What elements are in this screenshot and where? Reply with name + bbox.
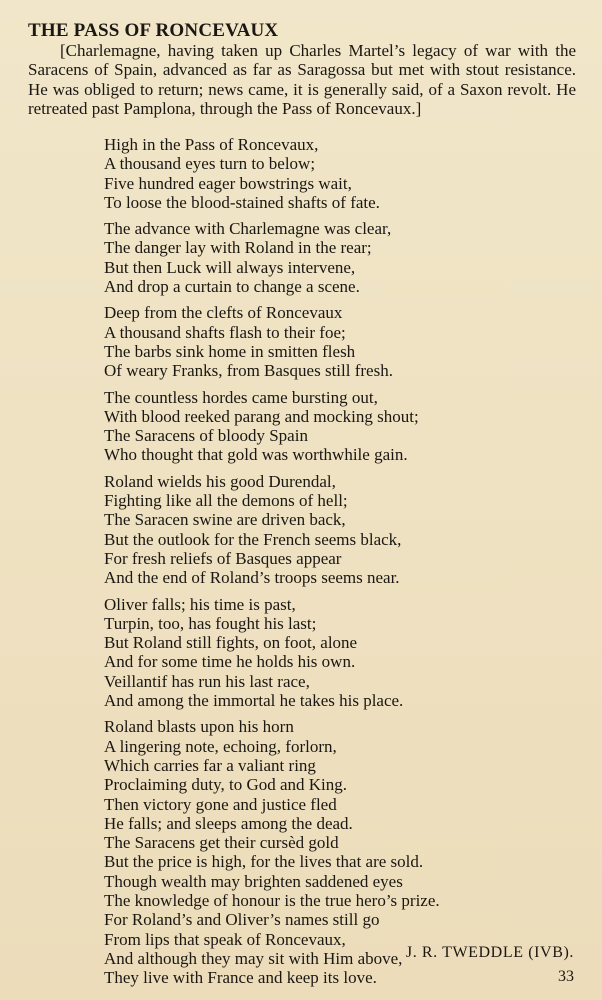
poem-body <box>104 135 574 994</box>
poem-line: The Saracens of bloody Spain <box>104 426 308 446</box>
page-number: 33 <box>558 968 574 985</box>
poem-line: The countless hordes came bursting out, <box>104 387 378 407</box>
poem-line: To loose the blood-stained shafts of fate. <box>104 192 380 212</box>
poem-line: Proclaiming duty, to God and King. <box>104 775 348 795</box>
poem-line: And although they may sit with Him above, <box>104 948 403 968</box>
poem-line: But the price is high, for the lives that are sold. <box>104 852 424 872</box>
poem-line: Though wealth may brighten saddened eyes <box>104 871 403 891</box>
poem-line: And the end of Roland’s troops seems near. <box>104 568 400 588</box>
poem-line: From lips that speak of Roncevaux, <box>104 929 346 949</box>
poem-line: For Roland’s and Oliver’s names still go <box>104 910 380 930</box>
poem-line: Deep from the clefts of Roncevaux <box>104 303 343 323</box>
poem-line: And for some time he holds his own. <box>104 652 356 672</box>
poem-line: Then victory gone and justice fled <box>104 794 337 814</box>
poem-line: Turpin, too, has fought his last; <box>104 613 317 633</box>
poem-line: A thousand eyes turn to below; <box>104 154 316 174</box>
poem-line: A lingering note, echoing, forlorn, <box>104 736 337 756</box>
poem-line: Five hundred eager bowstrings wait, <box>104 173 352 193</box>
poem-line: High in the Pass of Roncevaux, <box>104 135 319 154</box>
poem-line: Roland wields his good Durendal, <box>104 471 336 491</box>
poem-line: For fresh reliefs of Basques appear <box>104 548 342 568</box>
poem-line: And among the immortal he takes his place. <box>104 691 404 711</box>
stanza <box>104 388 574 465</box>
stanza <box>104 135 574 212</box>
poem-line: Fighting like all the demons of hell; <box>104 491 348 511</box>
poem-line: Which carries far a valiant ring <box>104 755 316 775</box>
poem-line: But then Luck will always intervene, <box>104 257 356 277</box>
poem-line: And drop a curtain to change a scene. <box>104 277 360 297</box>
poem-line: The advance with Charlemagne was clear, <box>104 219 392 239</box>
poem-line: But Roland still fights, on foot, alone <box>104 633 358 653</box>
stanza <box>104 303 574 380</box>
author-credit: J. R. TWEDDLE (IVB). <box>405 944 574 961</box>
poem-line: They live with France and keep its love. <box>104 968 377 988</box>
poem-line: Of weary Franks, from Basques still fresh. <box>104 361 393 381</box>
poem-line: The Saracens get their cursèd gold <box>104 833 339 853</box>
poem-line: The barbs sink home in smitten flesh <box>104 341 356 361</box>
poem-line: Who thought that gold was worthwhile gain. <box>104 445 408 465</box>
poem-line: The knowledge of honour is the true hero’s prize. <box>104 890 440 910</box>
stanza <box>104 595 574 711</box>
poem-line: Oliver falls; his time is past, <box>104 594 296 614</box>
stanza <box>104 219 574 296</box>
poem-line: The Saracen swine are driven back, <box>104 510 346 530</box>
poem-line: He falls; and sleeps among the dead. <box>104 813 353 833</box>
poem-line: A thousand shafts flash to their foe; <box>104 322 346 342</box>
poem-line: With blood reeked parang and mocking shout; <box>104 406 419 426</box>
intro-paragraph: [Charlemagne, having taken up Charles Martel’s legacy of war with the Saracens of Spain, advanced as far as Saragossa but met with stout resistance. He was obliged to return; news came, it is generally said, of a Saxon revolt. He retreated past Pamplona, through the Pass of Roncevaux.] <box>28 41 576 119</box>
poem-line: But the outlook for the French seems black, <box>104 529 402 549</box>
poem-line: The danger lay with Roland in the rear; <box>104 238 372 258</box>
poem-line: Veillantif has run his last race, <box>104 671 310 691</box>
stanza <box>104 472 574 588</box>
poem-line: Roland blasts upon his horn <box>104 717 294 737</box>
poem-title: THE PASS OF RONCEVAUX <box>28 20 279 41</box>
